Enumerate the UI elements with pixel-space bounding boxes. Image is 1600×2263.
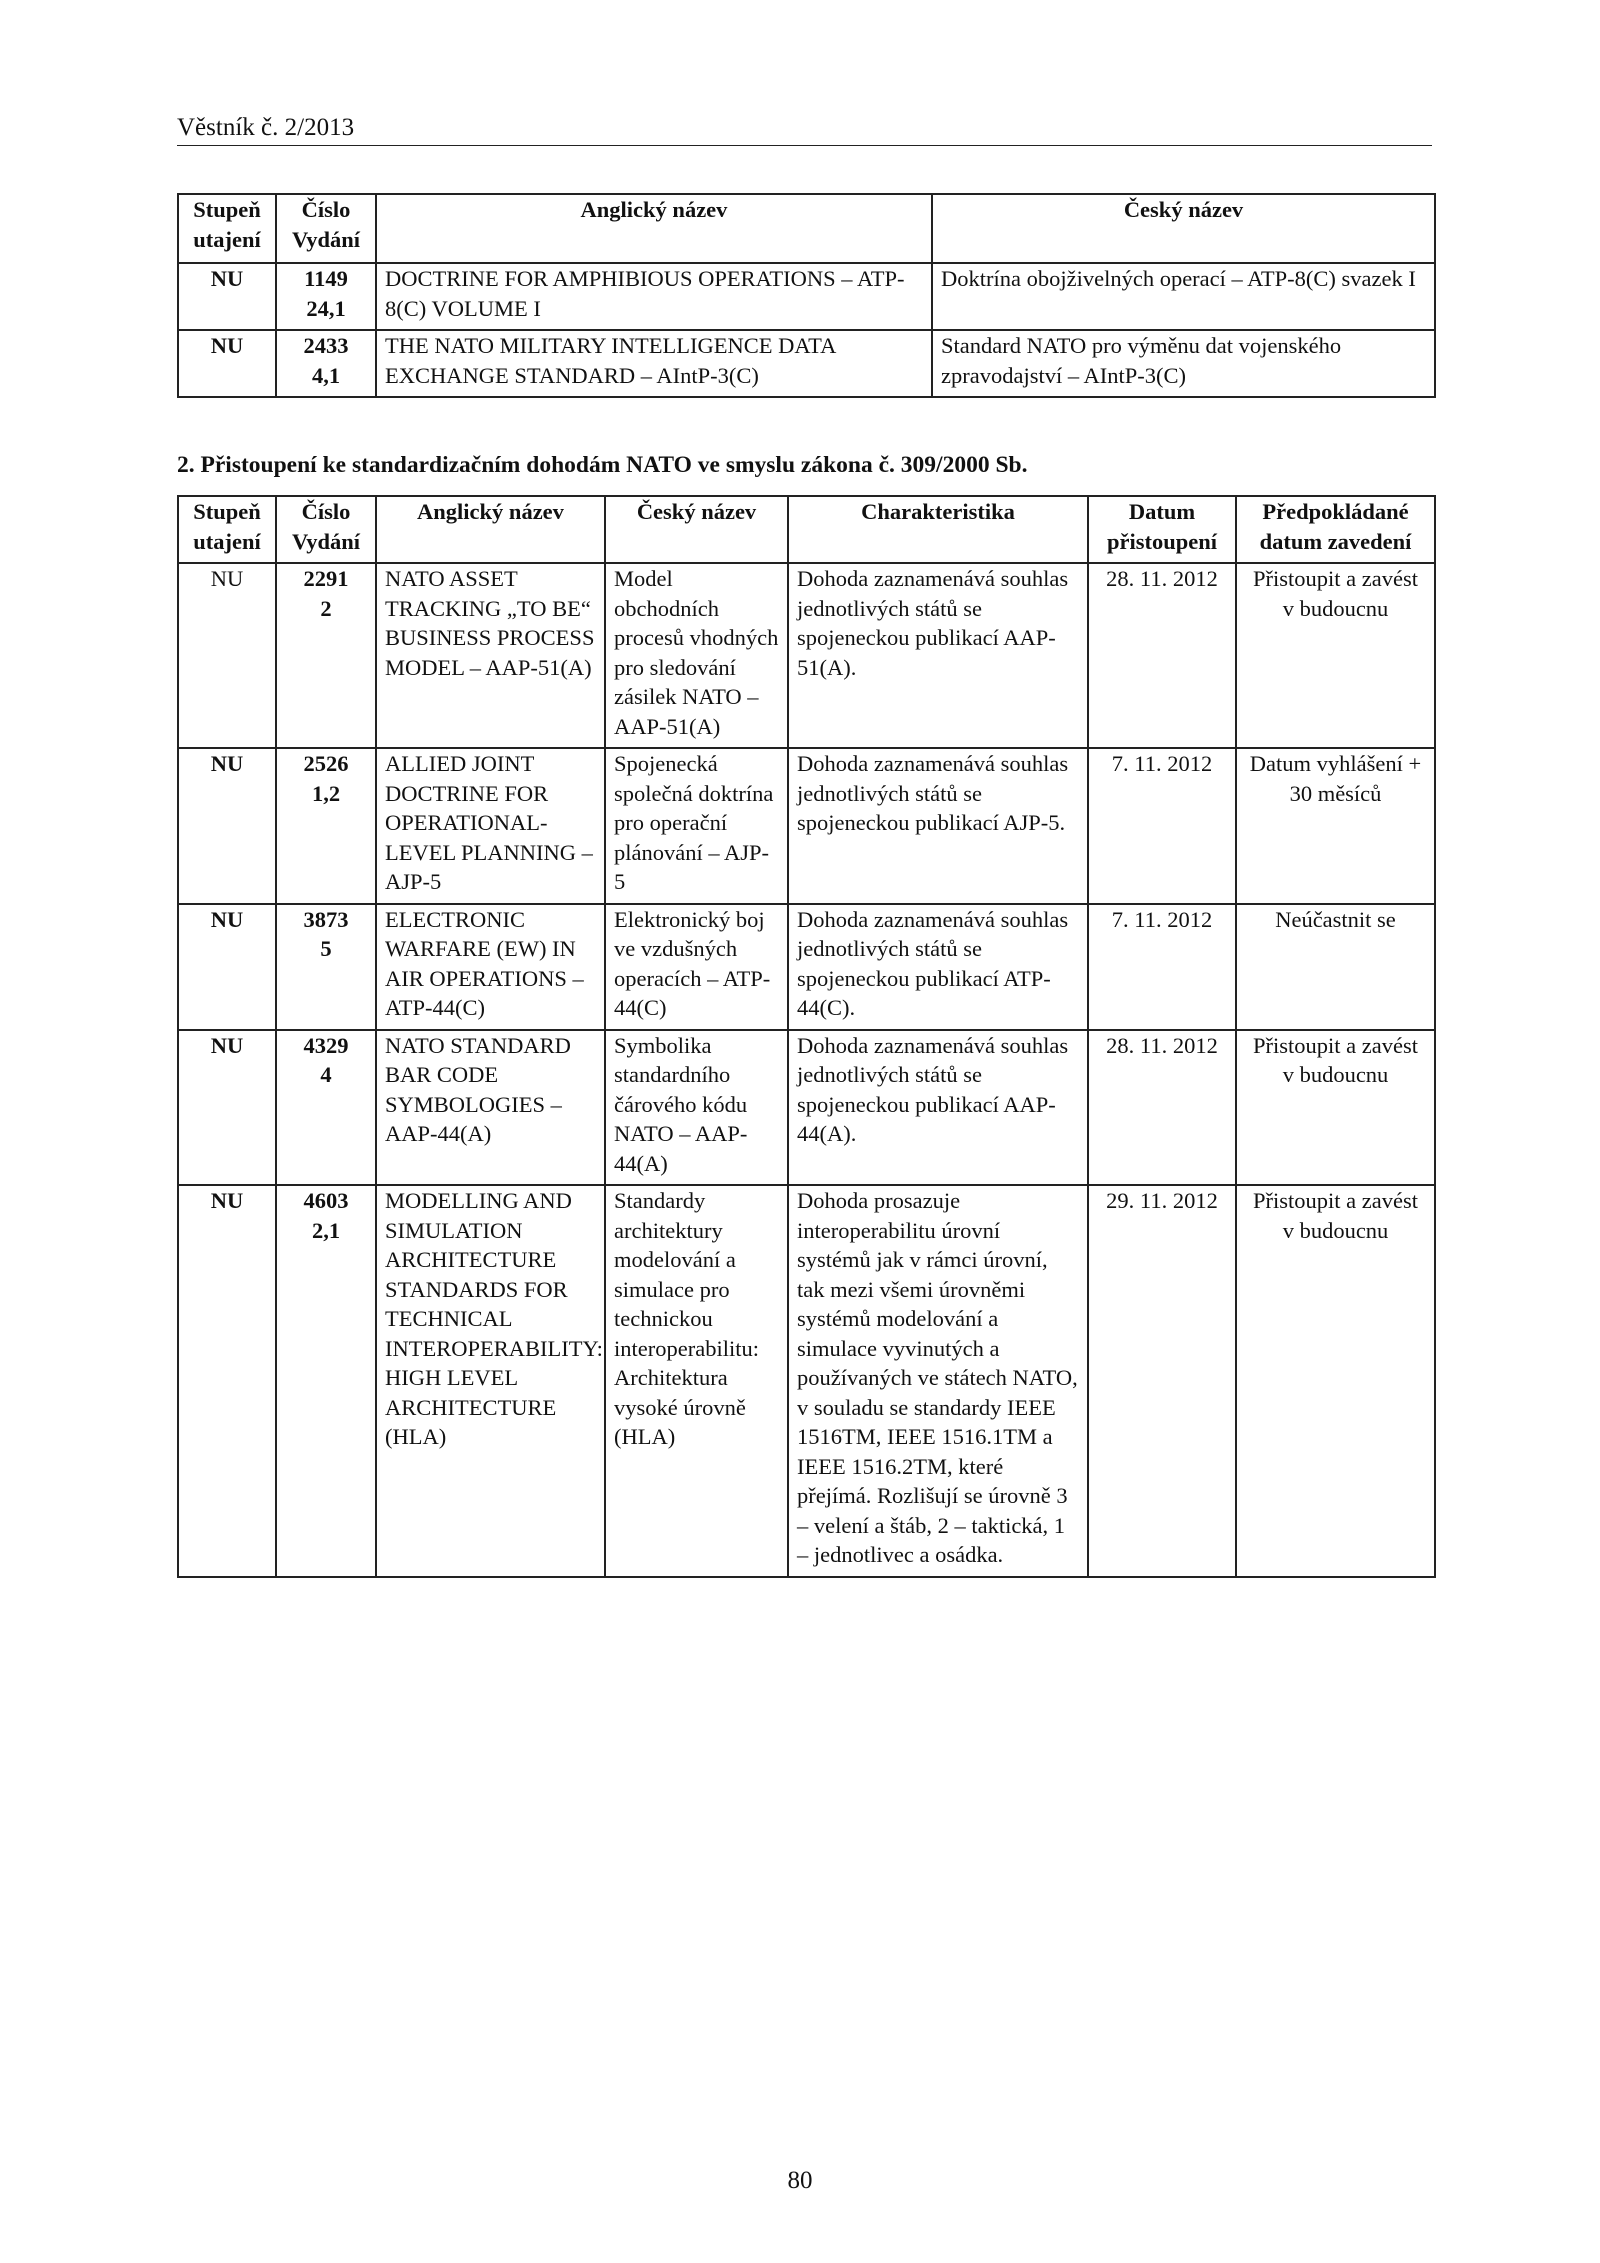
table-row [178,563,1435,748]
cell-english: THE NATO MILITARY INTELLIGENCE DATA EXCHANGE STANDARD – AIntP-3(C) [376,330,932,397]
cell-edition-value: 4 [320,1062,332,1087]
table-header-row [178,194,1435,263]
col-header-number: Číslo Vydání [276,194,376,263]
cell-number [276,330,376,397]
cell-number [276,263,376,330]
cell-number [276,748,376,904]
col-header-description: Charakteristika [788,496,1088,563]
cell-english: MODELLING AND SIMULATION ARCHITECTURE STANDARDS FOR TECHNICAL INTEROPERABILITY: HIGH LEVEL ARCHITECTURE (HLA) [376,1185,605,1577]
cell-number-value: 2526 [303,751,349,776]
cell-date: 28. 11. 2012 [1088,1030,1236,1186]
table-row [178,748,1435,904]
cell-level: NU [178,330,276,397]
table-row [178,1185,1435,1577]
cell-czech: Doktrína obojživelných operací – ATP-8(C) svazek I [932,263,1435,330]
table-row [178,904,1435,1030]
cell-english: NATO STANDARD BAR CODE SYMBOLOGIES – AAP-44(A) [376,1030,605,1186]
table-header-row [178,496,1435,563]
cell-implementation: Přistoupit a zavést v budoucnu [1236,1185,1435,1577]
cell-english: ALLIED JOINT DOCTRINE FOR OPERATIONAL-LEVEL PLANNING – AJP-5 [376,748,605,904]
cell-number-value: 4603 [303,1188,349,1213]
cell-level: NU [178,563,276,748]
cell-date: 7. 11. 2012 [1088,904,1236,1030]
cell-level: NU [178,1185,276,1577]
cell-number-value: 3873 [303,906,349,932]
section-heading: 2. Přistoupení ke standardizačním dohodám NATO ve smyslu zákona č. 309/2000 Sb. [177,452,1028,478]
col-header-implementation: Předpokládané datum zavedení [1236,496,1435,563]
cell-description: Dohoda zaznamenává souhlas jednotlivých států se spojeneckou publikací AAP-51(A). [788,563,1088,748]
cell-implementation: Přistoupit a zavést v budoucnu [1236,1030,1435,1186]
cell-date: 7. 11. 2012 [1088,748,1236,904]
cell-czech: Spojenecká společná doktrína pro operační plánování – AJP-5 [605,748,788,904]
standards-table-1 [177,193,1436,398]
col-header-czech: Český název [932,194,1435,263]
table-row [178,330,1435,397]
cell-description: Dohoda zaznamenává souhlas jednotlivých států se spojeneckou publikací AJP-5. [788,748,1088,904]
col-header-level: Stupeň utajení [178,194,276,263]
col-header-english: Anglický název [376,194,932,263]
cell-number [276,1030,376,1186]
cell-edition-value: 24,1 [306,295,346,321]
cell-level: NU [178,748,276,904]
cell-implementation: Přistoupit a zavést v budoucnu [1236,563,1435,748]
page-header: Věstník č. 2/2013 [177,114,1432,146]
cell-czech: Standardy architektury modelování a simulace pro technickou interoperabilitu: Architektura vysoké úrovně (HLA) [605,1185,788,1577]
cell-edition-value: 4,1 [311,362,341,388]
col-header-number: Číslo Vydání [276,496,376,563]
cell-description: Dohoda zaznamenává souhlas jednotlivých států se spojeneckou publikací AAP-44(A). [788,1030,1088,1186]
cell-implementation: Neúčastnit se [1236,904,1435,1030]
col-header-czech: Český název [605,496,788,563]
col-header-date: Datum přistoupení [1088,496,1236,563]
cell-level: NU [178,1030,276,1186]
cell-level: NU [178,263,276,330]
cell-czech: Model obchodních procesů vhodných pro sledování zásilek NATO – AAP-51(A) [605,563,788,748]
cell-czech: Standard NATO pro výměnu dat vojenského zpravodajství – AIntP-3(C) [932,330,1435,397]
page-number: 80 [787,2167,813,2194]
cell-edition-value: 2,1 [311,1217,341,1243]
cell-english: ELECTRONIC WARFARE (EW) IN AIR OPERATIONS – ATP-44(C) [376,904,605,1030]
cell-english: DOCTRINE FOR AMPHIBIOUS OPERATIONS – ATP-8(C) VOLUME I [376,263,932,330]
cell-edition-value: 2 [320,595,332,621]
cell-number-value: 2433 [303,333,349,358]
cell-number-value: 2291 [303,566,349,591]
cell-date: 28. 11. 2012 [1088,563,1236,748]
table-row [178,1030,1435,1186]
cell-number-value: 1149 [304,266,348,291]
cell-implementation: Datum vyhlášení + 30 měsíců [1236,748,1435,904]
col-header-level: Stupeň utajení [178,496,276,563]
cell-czech: Symbolika standardního čárového kódu NATO – AAP-44(A) [605,1030,788,1186]
cell-number [276,1185,376,1577]
col-header-english: Anglický název [376,496,605,563]
cell-czech: Elektronický boj ve vzdušných operacích – ATP-44(C) [605,904,788,1030]
cell-number [276,563,376,748]
standards-table-2 [177,495,1436,1578]
cell-number-value: 4329 [303,1032,349,1058]
cell-edition-value: 1,2 [311,780,341,806]
cell-edition-value: 5 [320,936,332,961]
cell-description: Dohoda prosazuje interoperabilitu úrovní systémů jak v rámci úrovní, tak mezi všemi úrovněmi systémů modelování a simulace vyvinutých a používaných ve státech NATO, v souladu se standardy IEEE 1516TM, IEEE 1516.1TM a IEEE 1516.2TM, které přejímá. Rozlišují se úrovně 3 – velení a štáb, 2 – taktická, 1 – jednotlivec a osádka. [788,1185,1088,1577]
table-row [178,263,1435,330]
cell-english: NATO ASSET TRACKING „TO BE“ BUSINESS PROCESS MODEL – AAP-51(A) [376,563,605,748]
cell-level: NU [178,904,276,1030]
cell-date: 29. 11. 2012 [1088,1185,1236,1577]
cell-description: Dohoda zaznamenává souhlas jednotlivých států se spojeneckou publikací ATP-44(C). [788,904,1088,1030]
cell-number [276,904,376,1030]
